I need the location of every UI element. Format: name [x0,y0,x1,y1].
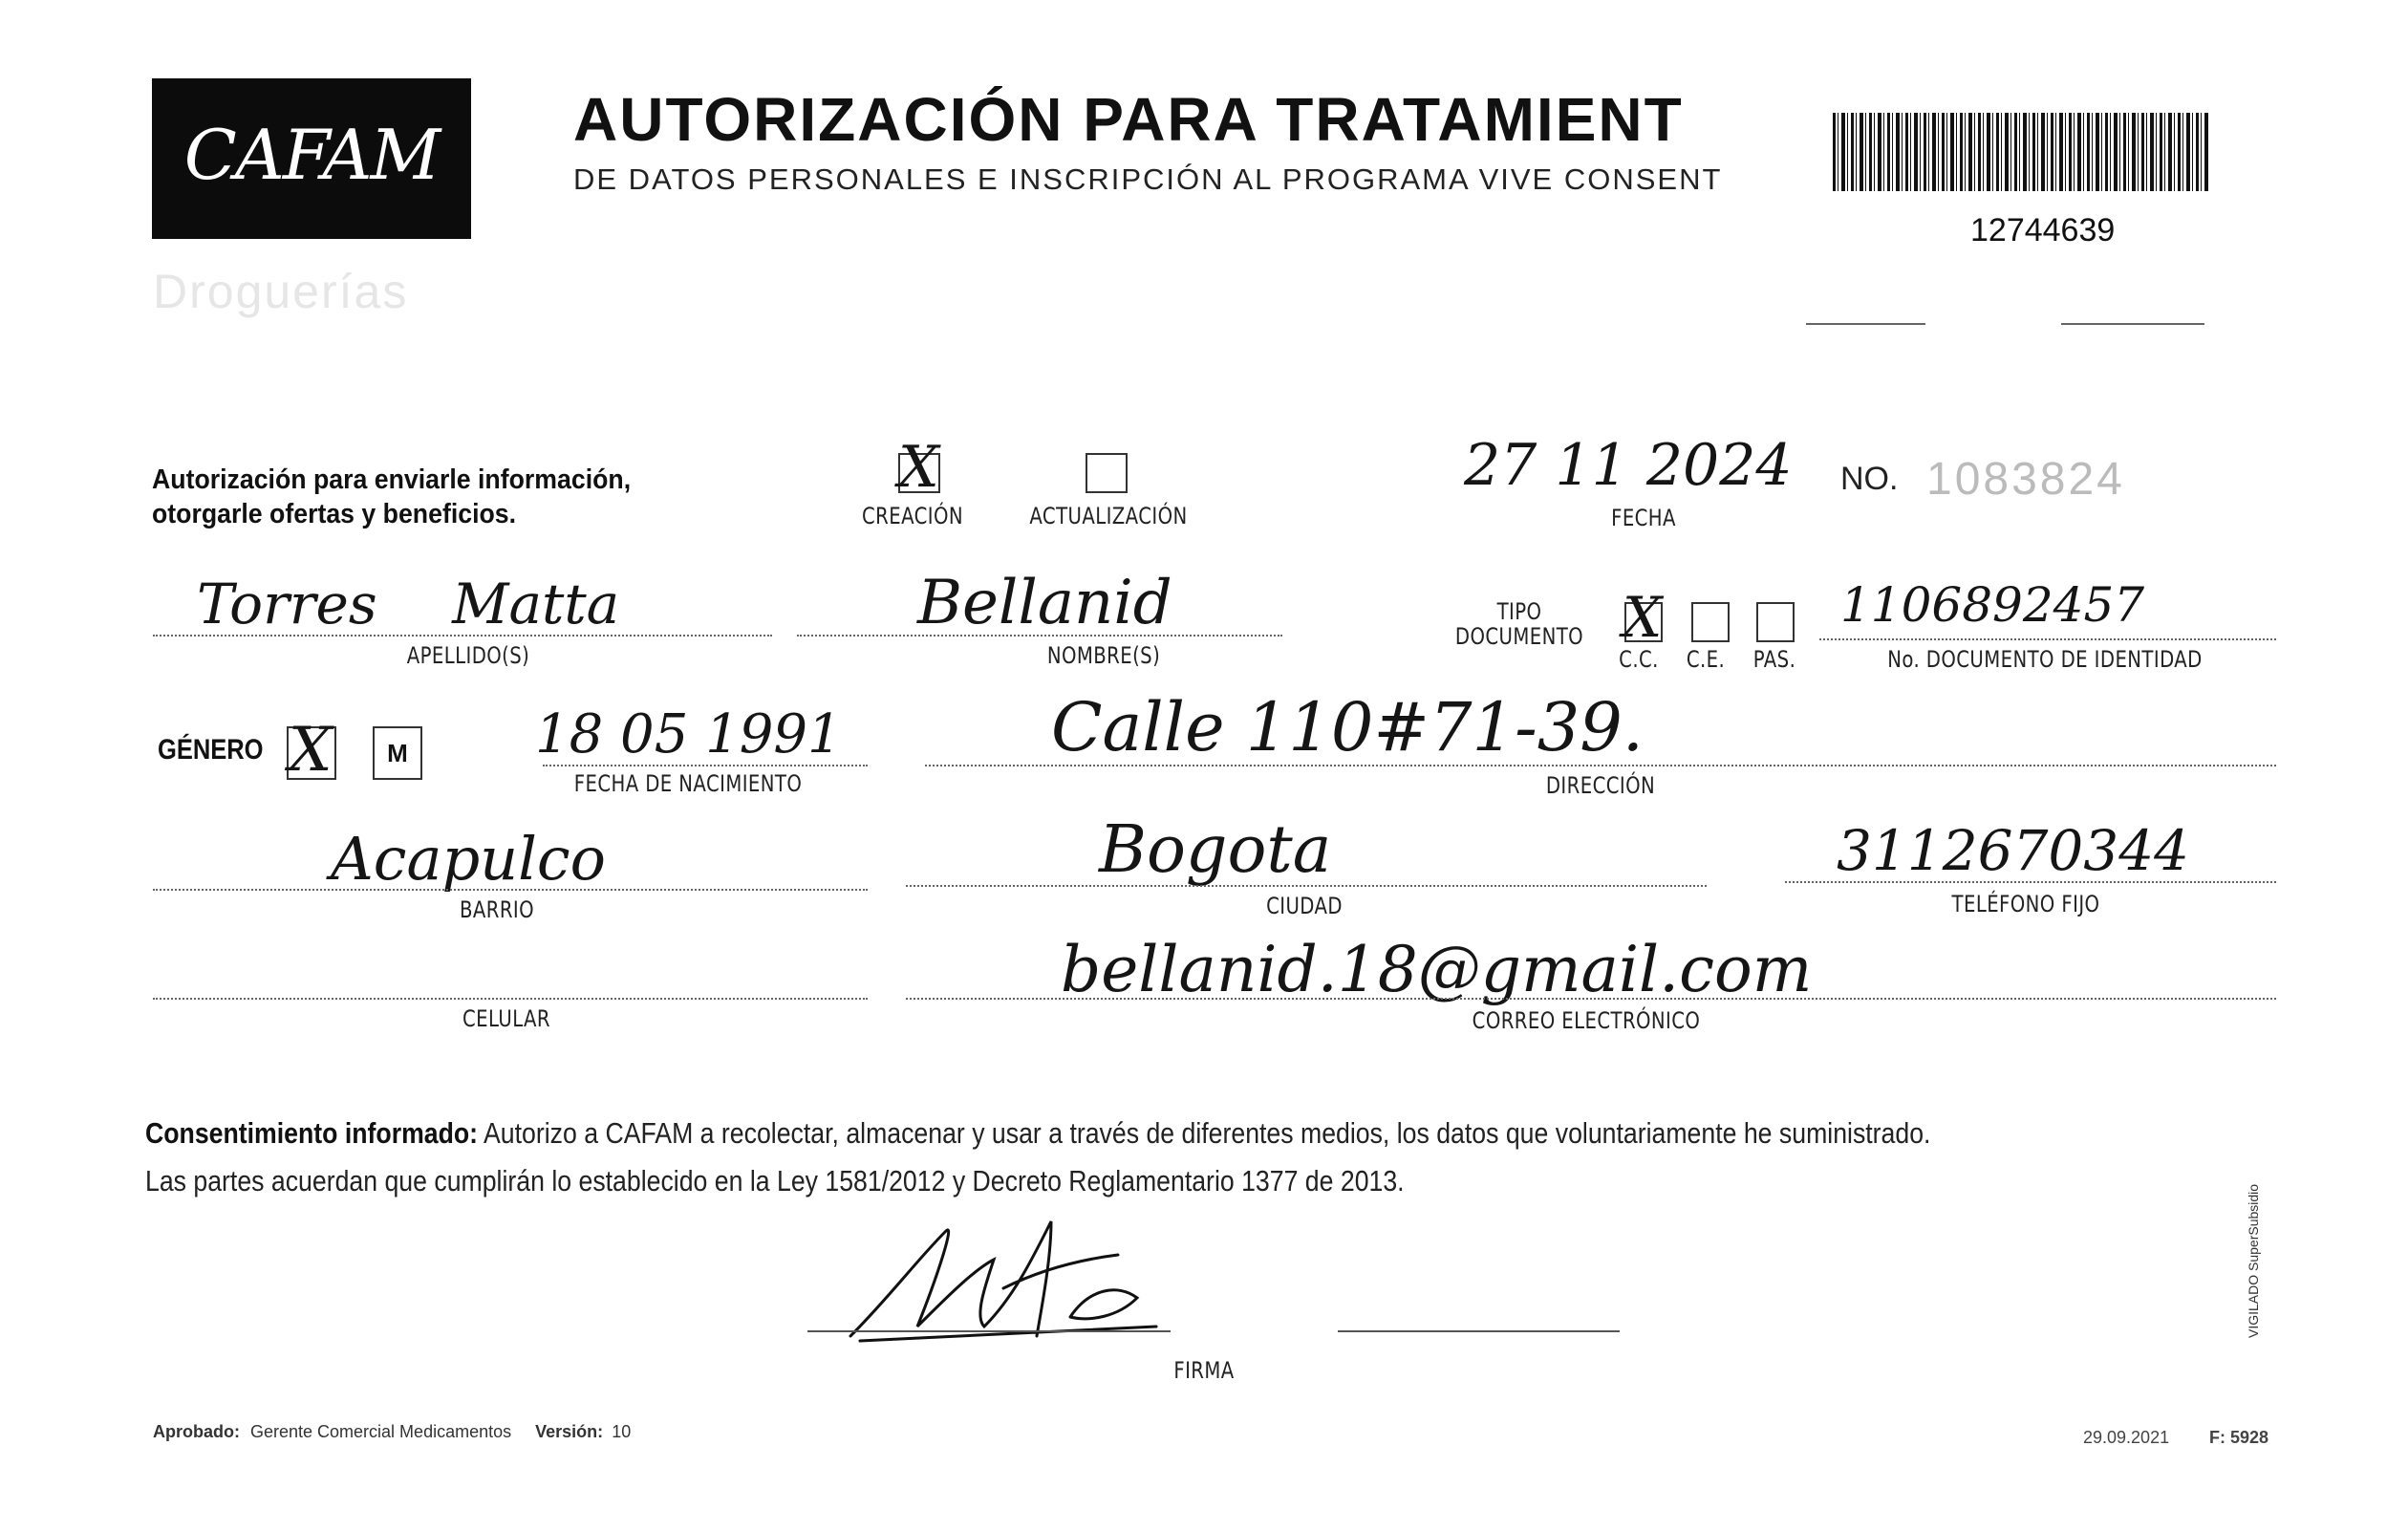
barrio-value[interactable]: Acapulco [331,824,606,894]
cc-checkbox[interactable] [1623,585,1663,650]
cafam-logo [152,78,471,239]
barrio-label: BARRIO [459,896,535,923]
telefono-value[interactable]: 3112670344 [1837,818,2190,883]
correo-label: CORREO ELECTRÓNICO [1472,1007,1701,1034]
tipo-label: TIPO [1496,598,1542,625]
celular-label: CELULAR [462,1005,550,1032]
footer-approved [153,1422,631,1442]
signature [831,1202,1194,1355]
actualizacion-checkbox[interactable] [1086,453,1128,493]
documento-label: No. DOCUMENTO DE IDENTIDAD [1887,646,2203,673]
correo-line [906,998,2276,1000]
logo-text: CAFAM [183,115,440,195]
ce-label: C.E. [1686,646,1726,673]
barcode [1833,113,2209,191]
fecha-label: FECHA [1611,505,1676,531]
ciudad-value[interactable]: Bogota [1099,812,1332,888]
fecha-value[interactable]: 27 11 2024 [1464,432,1793,499]
header-dash-2 [2061,323,2204,325]
celular-line [153,998,868,1000]
pas-label: PAS. [1752,646,1796,673]
nombres-value[interactable]: Bellanid [917,568,1172,638]
consent-text-2: Las partes acuerdan que cumplirán lo establecido en la Ley 1581/2012 y Decreto Reglamentario 1377 de 2013. [145,1164,1405,1198]
ciudad-line [906,885,1707,887]
signature-line-left [807,1330,1171,1332]
apellidos-value[interactable]: Torres Matta [197,572,620,637]
correo-value[interactable]: bellanid.18@gmail.com [1061,933,1813,1006]
genero-m-checkbox[interactable] [373,726,422,780]
signature-line-right [1338,1330,1620,1332]
header-dash-1 [1806,323,1925,325]
direccion-label: DIRECCIÓN [1545,772,1656,799]
direccion-value[interactable]: Calle 110#71-39. [1051,688,1645,766]
aprobado-value: Gerente Comercial Medicamentos [250,1422,512,1441]
barrio-line [153,889,868,891]
footer-date: 29.09.2021 [2083,1428,2170,1447]
apellidos-label: APELLIDO(S) [406,642,530,669]
version-label: Versión: [535,1422,604,1441]
page-subtitle: DE DATOS PERSONALES E INSCRIPCIÓN AL PROGRAMA VIVE CONSENT [573,162,1723,196]
page-title: AUTORIZACIÓN PARA TRATAMIENT [573,85,1684,154]
barcode-number: 12744639 [1970,212,2116,248]
direccion-line [925,765,2276,766]
documento-tipo-label: DOCUMENTO [1454,623,1584,650]
apellidos-line [153,635,772,637]
no-label: NO. [1840,461,1899,497]
logo-subtitle: Droguerías [153,265,409,318]
cc-check-mark: X [1623,585,1663,650]
genero-m-label: M [387,739,408,767]
footer-code: F: 5928 [2209,1428,2269,1447]
consent-line-1 [145,1116,1930,1151]
creacion-label: CREACIÓN [861,503,964,529]
cc-label: C.C. [1619,646,1659,673]
nacimiento-label: FECHA DE NACIMIENTO [573,770,803,797]
consent-lead: Consentimiento informado: [145,1116,479,1150]
genero-f-checkbox[interactable] [287,715,336,786]
aprobado-label: Aprobado: [153,1422,240,1441]
telefono-label: TELÉFONO FIJO [1951,891,2100,917]
vigilado-text: VIGILADO SuperSubsidio [2246,1183,2261,1338]
ciudad-label: CIUDAD [1266,893,1343,919]
authorization-text-2: otorgarle ofertas y beneficios. [152,499,517,529]
nombres-label: NOMBRE(S) [1046,642,1161,669]
firma-label: FIRMA [1173,1357,1235,1384]
nacimiento-value[interactable]: 18 05 1991 [535,703,842,766]
actualizacion-label: ACTUALIZACIÓN [1029,503,1188,529]
ce-checkbox[interactable] [1691,602,1730,642]
no-value: 1083824 [1926,454,2125,505]
genero-label: GÉNERO [158,734,264,766]
nacimiento-line [543,765,868,766]
creacion-checkbox[interactable] [898,434,940,501]
nombres-line [797,635,1282,637]
documento-value[interactable]: 1106892457 [1840,577,2145,633]
authorization-text-1: Autorización para enviarle información, [152,464,632,495]
creacion-check-mark: X [898,434,939,501]
version-value: 10 [612,1422,632,1441]
pas-checkbox[interactable] [1756,602,1795,642]
consent-text-1: Autorizo a CAFAM a recolectar, almacenar y usar a través de diferentes medios, los datos que voluntariamente he suministrado. [483,1116,1931,1150]
documento-line [1819,638,2276,640]
genero-f-mark: X [289,715,333,786]
telefono-line [1785,881,2276,883]
